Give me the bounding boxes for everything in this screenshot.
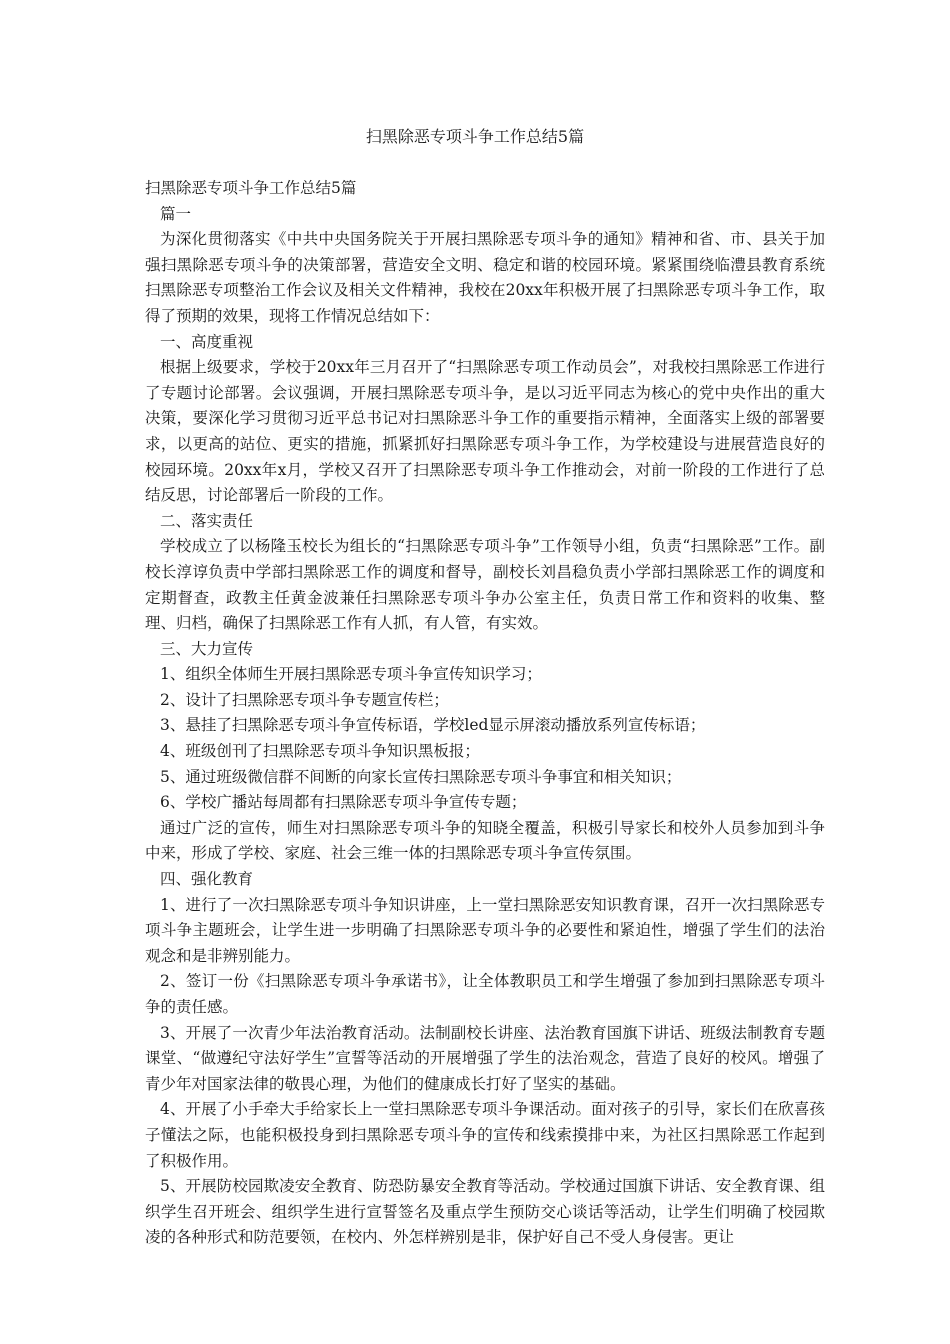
list-item: 2、签订一份《扫黑除恶专项斗争承诺书》，让全体教职员工和学生增强了参加到扫黑除恶专项斗争的责任感。 — [145, 972, 825, 1016]
list-item: 2、设计了扫黑除恶专项斗争专题宣传栏； — [160, 690, 449, 709]
paragraph: 通过广泛的宣传，师生对扫黑除恶专项斗争的知晓全覆盖，积极引导家长和校外人员参加到斗争中来，形成了学校、家庭、社会三维一体的扫黑除恶专项斗争宣传氛围。 — [145, 818, 825, 863]
section-heading: 四、强化教育 — [160, 870, 254, 889]
list-item: 4、班级创刊了扫黑除恶专项斗争知识黑板报； — [160, 742, 480, 761]
section-heading: 一、高度重视 — [160, 332, 254, 351]
section-label: 篇一 — [160, 204, 192, 223]
list-item: 1、组织全体师生开展扫黑除恶专项斗争宣传知识学习； — [160, 665, 542, 684]
section-heading: 二、落实责任 — [160, 511, 254, 530]
list-item: 3、悬挂了扫黑除恶专项斗争宣传标语，学校led显示屏滚动播放系列宣传标语； — [160, 716, 706, 735]
list-item: 5、开展防校园欺凌安全教育、防恐防暴安全教育等活动。学校通过国旗下讲话、安全教育课、组织学生召开班会、组织学生进行宣誓签名及重点学生预防交心谈话等活动，让学生们明确了校园欺凌的各种形式和防范要领，在校内、外怎样辨别是非，保护好自己不受人身侵害。更让 — [145, 1177, 825, 1247]
document-title: 扫黑除恶专项斗争工作总结5篇 — [365, 127, 585, 146]
paragraph: 为深化贯彻落实《中共中央国务院关于开展扫黑除恶专项斗争的通知》精神和省、市、县关于加强扫黑除恶专项斗争的决策部署，营造安全文明、稳定和谐的校园环境。紧紧围绕临澧县教育系统扫黑除恶专项整治工作会议及相关文件精神，我校在20xx年积极开展了扫黑除恶专项斗争工作，取得了预期的效果，现将工作情况总结如下： — [145, 230, 825, 325]
paragraph: 学校成立了以杨隆玉校长为组长的“扫黑除恶专项斗争”工作领导小组，负责“扫黑除恶”工作。副校长淳谆负责中学部扫黑除恶工作的调度和督导，副校长刘昌稳负责小学部扫黑除恶工作的调度和定期督查，政教主任黄金波兼任扫黑除恶专项斗争办公室主任，负责日常工作和资料的收集、整理、归档，确保了扫黑除恶工作有人抓，有人管，有实效。 — [145, 537, 825, 633]
list-item: 6、学校广播站每周都有扫黑除恶专项斗争宣传专题； — [160, 793, 527, 812]
list-item: 1、进行了一次扫黑除恶专项斗争知识讲座，上一堂扫黑除恶安知识教育课，召开一次扫黑除恶专项斗争主题班会，让学生进一步明确了扫黑除恶专项斗争的必要性和紧迫性，增强了学生们的法治观念和是非辨别能力。 — [145, 895, 825, 965]
paragraph: 根据上级要求，学校于20xx年三月召开了“扫黑除恶专项工作动员会”，对我校扫黑除恶工作进行了专题讨论部署。会议强调，开展扫黑除恶专项斗争，是以习近平同志为核心的党中央作出的重大决策，要深化学习贯彻习近平总书记对扫黑除恶斗争工作的重要指示精神，全面落实上级的部署要求，以更高的站位、更实的措施，抓紧抓好扫黑除恶专项斗争工作，为学校建设与进展营造良好的校园环境。20xx年x月，学校又召开了扫黑除恶专项斗争工作推动会，对前一阶段的工作进行了总结反思，讨论部署后一阶段的工作。 — [145, 358, 825, 505]
document-body — [145, 176, 825, 1251]
section-heading: 三、大力宣传 — [160, 639, 254, 658]
list-item: 5、通过班级微信群不间断的向家长宣传扫黑除恶专项斗争事宜和相关知识； — [160, 767, 682, 786]
subtitle-line: 扫黑除恶专项斗争工作总结5篇 — [145, 179, 357, 197]
list-item: 4、开展了小手牵大手给家长上一堂扫黑除恶专项斗争课活动。面对孩子的引导，家长们在欣喜孩子懂法之际，也能积极投身到扫黑除恶专项斗争的宣传和线索摸排中来，为社区扫黑除恶工作起到了积极作用。 — [145, 1100, 825, 1170]
list-item: 3、开展了一次青少年法治教育活动。法制副校长讲座、法治教育国旗下讲话、班级法制教育专题课堂、“做遵纪守法好学生”宣誓等活动的开展增强了学生的法治观念，营造了良好的校风。增强了青少年对国家法律的敬畏心理，为他们的健康成长打好了坚实的基础。 — [145, 1023, 825, 1093]
